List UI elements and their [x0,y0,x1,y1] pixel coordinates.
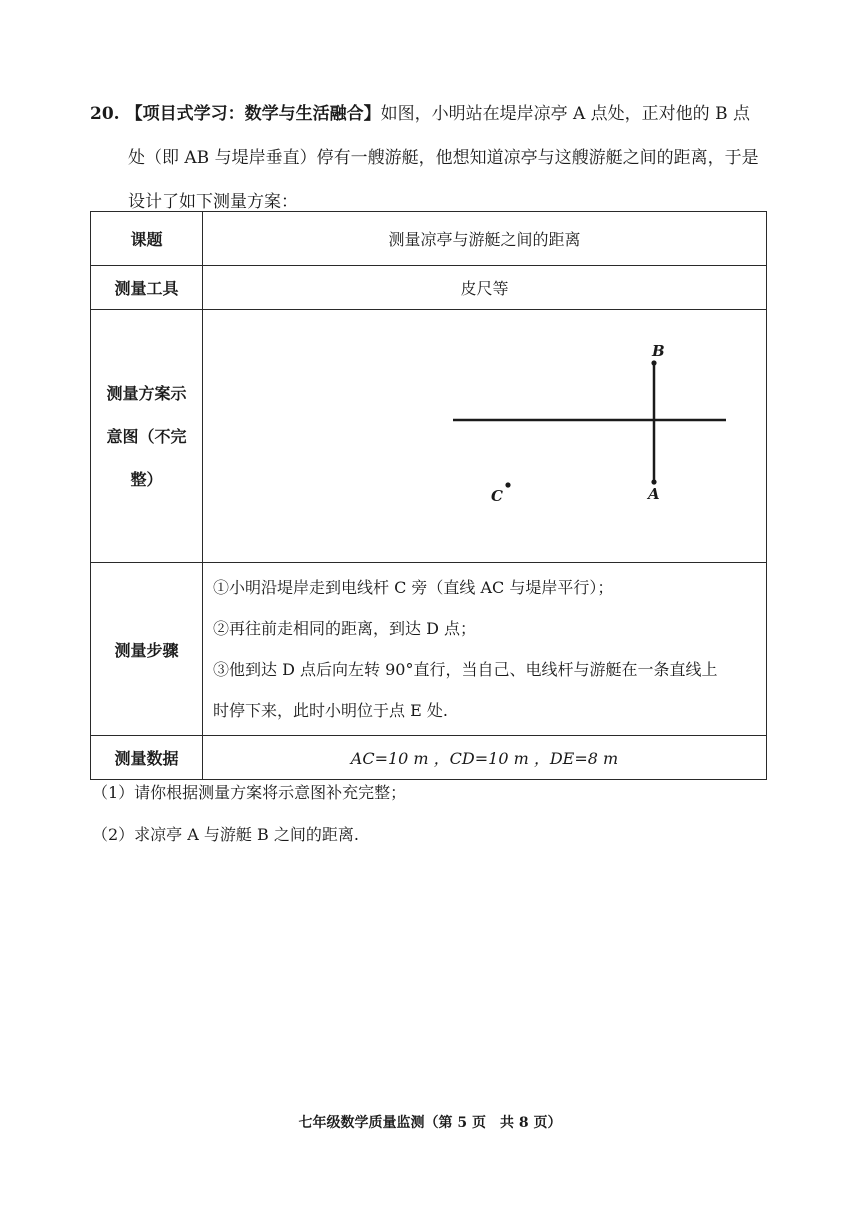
sub-question-1: （1）请你根据测量方案将示意图补充完整； [92,783,407,802]
point-b-dot [651,360,656,365]
sub-question-2: （2）求凉亭 A 与游艇 B 之间的距离. [92,825,359,844]
point-c-dot [505,482,510,487]
question-line-3: 设计了如下测量方案： [128,192,298,212]
point-b-label: B [652,342,665,360]
table-row-tools [91,266,767,310]
question-20 [90,92,780,224]
diagram-label-line-2: 意图（不完 [106,426,187,446]
step-1: ①小明沿堤岸走到电线杆 C 旁（直线 AC 与堤岸平行）； [213,578,614,597]
question-text-1: 如图，小明站在堤岸凉亭 A 点处，正对他的 B 点 [380,104,750,124]
geometry-diagram [203,310,766,562]
diagram-label-line-3: 整） [130,469,163,489]
step-3: ③他到达 D 点后向左转 90°直行，当自己、电线杆与游艇在一条直线上 [213,660,718,679]
point-c-label: C [491,487,503,505]
step-3-continued: 时停下来，此时小明位于点 E 处. [213,701,448,720]
table-row-topic [91,212,767,266]
point-a-label: A [648,485,660,503]
step-2: ②再往前走相同的距离，到达 D 点； [213,619,477,638]
topic-value: 测量凉亭与游艇之间的距离 [203,212,767,266]
table-row-diagram [91,310,767,563]
steps-cell [203,563,767,736]
page-footer: 七年级数学质量监测（第 5 页 共 8 页） [298,1115,562,1131]
tools-value: 皮尺等 [203,266,767,310]
diagram-label-line-1: 测量方案示 [106,383,187,403]
topic-label: 课题 [91,212,203,266]
question-line-2: 处（即 AB 与堤岸垂直）停有一艘游艇，他想知道凉亭与这艘游艇之间的距离，于是 [128,148,759,168]
measurement-scheme-table [90,211,767,780]
table-row-steps [91,563,767,736]
table-row-data [91,736,767,780]
question-line-1 [90,92,780,136]
diagram-cell [203,310,767,563]
data-value: AC=10 m ，CD=10 m ，DE=8 m [203,736,767,780]
steps-label: 测量步骤 [91,563,203,736]
point-a-dot [651,479,656,484]
data-label: 测量数据 [91,736,203,780]
diagram-label [91,310,203,563]
question-number: 20. [90,104,120,124]
question-tag: 【项目式学习：数学与生活融合】 [125,104,381,124]
tools-label: 测量工具 [91,266,203,310]
